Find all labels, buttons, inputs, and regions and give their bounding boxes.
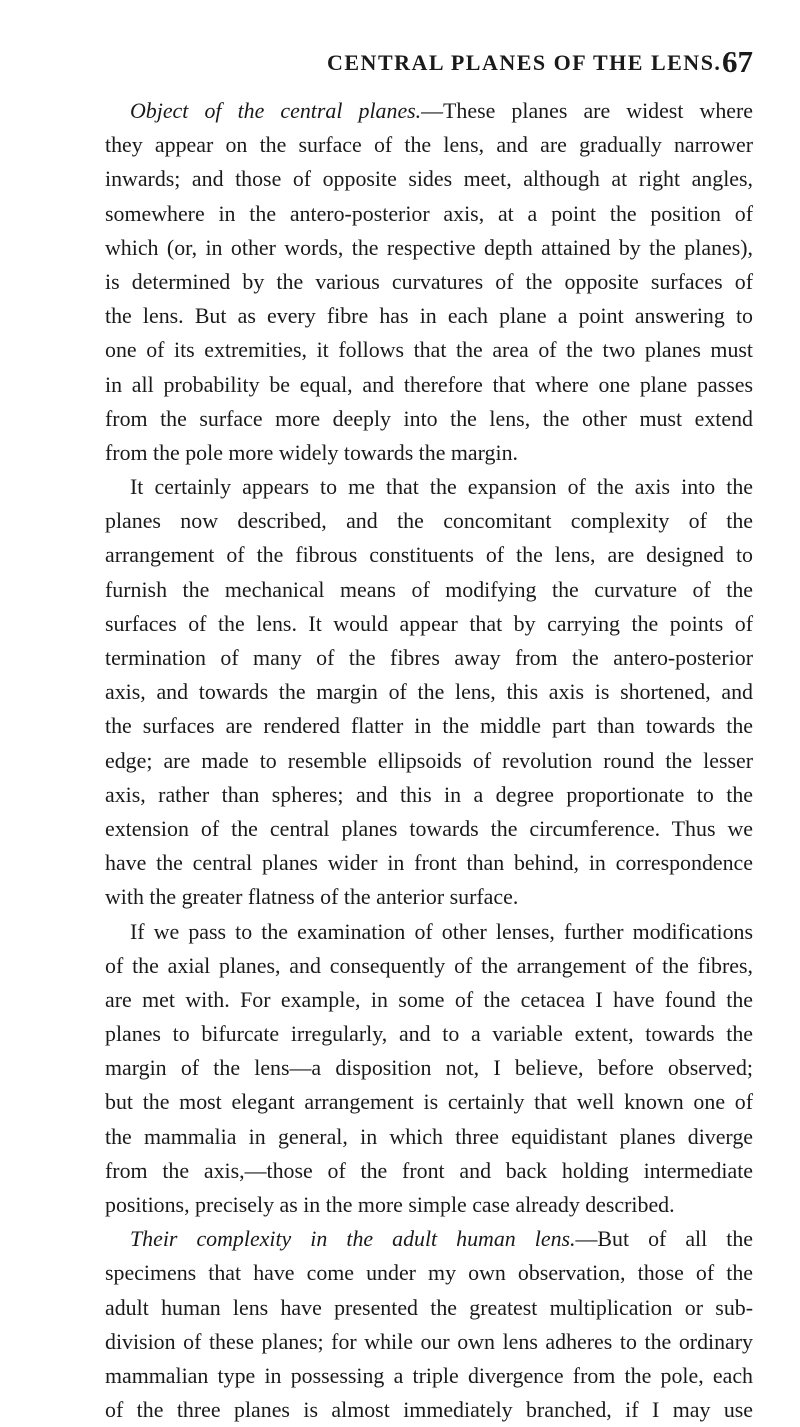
text-run: with the greater flatness of the anterior surface.: [105, 884, 519, 910]
text-line: [105, 1359, 753, 1393]
text-run: —These planes are widest where: [421, 98, 753, 123]
text-run: termination of many of the fibres away from the antero-posterior: [105, 645, 753, 670]
text-line: [105, 368, 753, 402]
text-run: inwards; and those of opposite sides meet, although at right angles,: [105, 166, 753, 192]
text-run: extension of the central planes towards the circumference. Thus we: [105, 815, 753, 841]
text-run: but the most elegant arrangement is certainly that well known one of: [105, 1089, 753, 1115]
text-line: [105, 641, 753, 675]
text-run: arrangement of the fibrous constituents of the lens, are designed to: [105, 542, 753, 568]
text-line: [105, 333, 753, 367]
text-line: [105, 675, 753, 709]
text-run: adult human lens have presented the greatest multiplication or sub-: [105, 1294, 753, 1320]
text-line: [105, 607, 753, 641]
text-line: [105, 197, 753, 231]
text-line: [105, 1154, 753, 1188]
text-line: [105, 778, 753, 812]
text-run: positions, precisely as in the more simple case already described.: [105, 1192, 675, 1217]
text-line: [105, 812, 753, 846]
text-run: somewhere in the antero-posterior axis, at a point the position of: [105, 200, 753, 226]
text-line: [105, 1256, 753, 1290]
text-run: are met with. For example, in some of the cetacea I have found the: [105, 986, 753, 1012]
text-line: [105, 402, 753, 436]
text-run: the surfaces are rendered flatter in the middle part than towards the: [105, 713, 753, 739]
text-line: [105, 231, 753, 265]
italic-heading: Their complexity in the adult human lens.: [130, 1226, 576, 1252]
text-line: [105, 573, 753, 607]
text-line: [105, 470, 753, 504]
text-run: have the central planes wider in front than behind, in correspondence: [105, 850, 753, 876]
text-line: [105, 983, 753, 1017]
text-run: of the axial planes, and consequently of the arrangement of the fibres,: [105, 952, 753, 978]
text-line: [105, 1393, 753, 1427]
italic-heading: Object of the central planes.: [130, 98, 422, 123]
text-line: [105, 1085, 753, 1119]
text-run: It certainly appears to me that the expansion of the axis into the: [130, 474, 753, 500]
running-title: CENTRAL PLANES OF THE LENS.: [327, 50, 722, 75]
text-line: [105, 436, 753, 470]
text-run: from the surface more deeply into the lens, the other must extend: [105, 405, 753, 431]
text-run: furnish the mechanical means of modifying the curvature of the: [105, 576, 753, 602]
text-line: [105, 744, 753, 778]
text-run: —But of all the: [575, 1226, 753, 1252]
text-run: from the axis,—those of the front and back holding intermediate: [105, 1157, 753, 1183]
text-run: planes to bifurcate irregularly, and to a variable extent, towards the: [105, 1021, 753, 1047]
text-line: [105, 1325, 753, 1359]
text-line: [105, 538, 753, 572]
text-line: [105, 162, 753, 196]
text-run: edge; are made to resemble ellipsoids of revolution round the lesser: [105, 747, 753, 773]
text-run: mammalian type in possessing a triple divergence from the pole, each: [105, 1362, 753, 1388]
text-line: [105, 94, 753, 128]
text-line: [105, 846, 753, 880]
text-line: [105, 128, 753, 162]
text-run: is determined by the various curvatures of the opposite surfaces of: [105, 268, 753, 294]
text-run: they appear on the surface of the lens, and are gradually narrower: [105, 132, 753, 158]
text-run: specimens that have come under my own observation, those of the: [105, 1260, 753, 1286]
body-text: [105, 94, 753, 1427]
text-line: [105, 1017, 753, 1051]
text-line: [105, 265, 753, 299]
text-line: [105, 1120, 753, 1154]
text-line: [105, 1291, 753, 1325]
text-line: [105, 880, 753, 914]
text-run: axis, rather than spheres; and this in a degree proportionate to the: [105, 781, 753, 807]
text-line: [105, 1188, 753, 1222]
text-line: [105, 709, 753, 743]
text-run: the lens. But as every fibre has in each plane a point answering to: [105, 303, 753, 329]
text-run: from the pole more widely towards the margin.: [105, 439, 518, 465]
text-run: division of these planes; for while our own lens adheres to the ordinary: [105, 1328, 753, 1354]
text-run: If we pass to the examination of other lenses, further modifications: [130, 918, 753, 944]
text-run: surfaces of the lens. It would appear that by carrying the points of: [105, 610, 753, 636]
text-run: margin of the lens—a disposition not, I believe, before observed;: [105, 1055, 753, 1081]
text-line: [105, 299, 753, 333]
running-head: [113, 44, 753, 90]
text-run: of the three planes is almost immediately branched, if I may use: [105, 1397, 753, 1423]
text-run: planes now described, and the concomitant complexity of the: [105, 508, 753, 534]
text-line: [105, 949, 753, 983]
text-run: which (or, in other words, the respective depth attained by the planes),: [105, 234, 753, 260]
text-line: [105, 504, 753, 538]
page-number: 67: [722, 44, 753, 79]
text-line: [105, 1222, 753, 1256]
text-run: in all probability be equal, and therefore that where one plane passes: [105, 371, 753, 397]
text-run: axis, and towards the margin of the lens, this axis is shortened, and: [105, 679, 753, 705]
text-run: the mammalia in general, in which three equidistant planes diverge: [105, 1123, 753, 1149]
text-line: [105, 1051, 753, 1085]
text-line: [105, 915, 753, 949]
text-run: one of its extremities, it follows that the area of the two planes must: [105, 337, 753, 363]
